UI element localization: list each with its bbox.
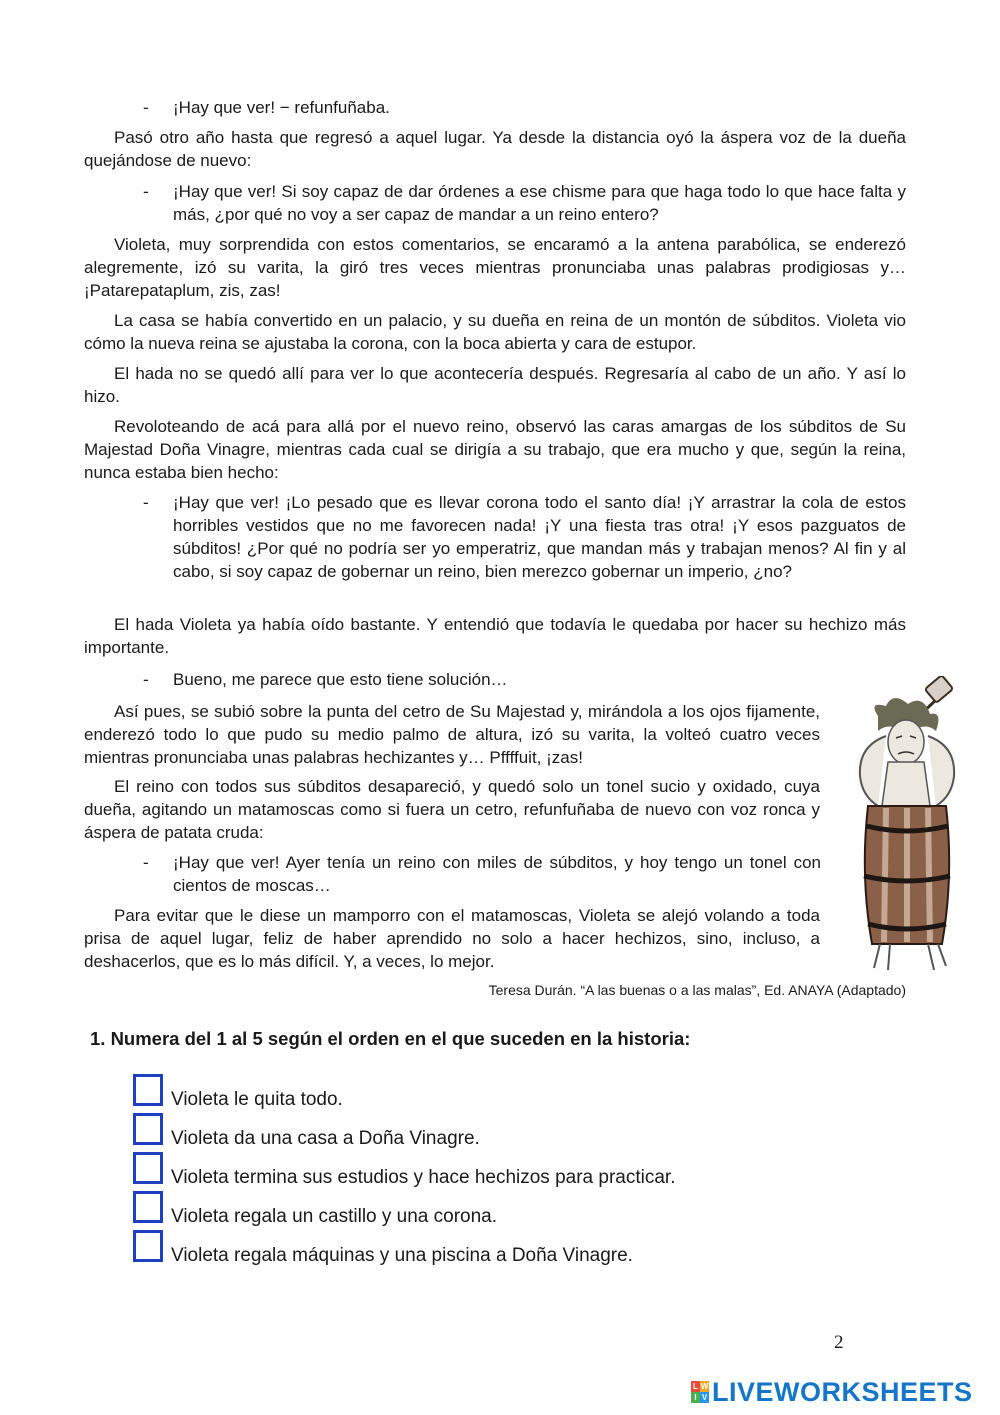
dialogue-line-1: ¡Hay que ver! − refunfuñaba. — [173, 98, 390, 117]
dialogue-dash: - — [143, 670, 149, 689]
source-credit: Teresa Durán. “A las buenas o a las malas”, Ed. ANAYA (Adaptado) — [488, 982, 906, 998]
story-paragraph-8: El reino con todos sus súbditos desapareció, y quedó solo un tonel sucio y oxidado, cuya dueña, agitando un matamoscas como si fuera un cetro, refunfuñaba de nuevo con voz ronca y áspera de patata cruda: — [84, 777, 820, 842]
story-paragraph-3: La casa se había convertido en un palacio, y su dueña en reina de un montón de súbditos. Violeta vio cómo la nueva reina se ajustaba la corona, con la boca abierta y cara de estupor. — [84, 311, 906, 353]
order-number-input[interactable] — [133, 1152, 163, 1184]
order-option-label: Violeta da una casa a Doña Vinagre. — [171, 1128, 480, 1149]
order-option-label: Violeta le quita todo. — [171, 1089, 343, 1110]
order-number-input[interactable] — [133, 1191, 163, 1223]
order-option-label: Violeta termina sus estudios y hace hechizos para practicar. — [171, 1167, 676, 1188]
dialogue-dash: - — [143, 182, 149, 201]
liveworksheets-logo-icon: L W I V — [691, 1381, 709, 1403]
logo-text: LIVEWORKSHEETS — [712, 1376, 973, 1407]
order-number-input[interactable] — [133, 1113, 163, 1145]
dialogue-dash: - — [143, 853, 149, 872]
order-number-input[interactable] — [133, 1074, 163, 1106]
barrel-woman-illustration — [838, 676, 988, 976]
story-paragraph-5: Revoloteando de acá para allá por el nuevo reino, observó las caras amargas de los súbditos de Su Majestad Doña Vinagre, mientras cada cual se dirigía a su trabajo, que era mucho y que, según la reina, nunca estaba bien hecho: — [84, 417, 906, 482]
dialogue-dash: - — [143, 98, 149, 117]
story-paragraph-4: El hada no se quedó allí para ver lo que acontecería después. Regresaría al cabo de un año. Y así lo hizo. — [84, 364, 906, 406]
order-number-input[interactable] — [133, 1230, 163, 1262]
dialogue-line-5: ¡Hay que ver! Ayer tenía un reino con miles de súbditos, y hoy tengo un tonel con cientos de moscas… — [173, 853, 821, 895]
dialogue-line-4: Bueno, me parece que esto tiene solución… — [173, 670, 508, 689]
exercise-title: 1. Numera del 1 al 5 según el orden en el que suceden en la historia: — [90, 1028, 691, 1049]
story-paragraph-7: Así pues, se subió sobre la punta del cetro de Su Majestad y, mirándola a los ojos fijamente, enderezó todo lo que pudo su medio palmo de altura, izó su varita, la volteó cuatro veces mientras pronunciaba unas palabras hechizantes y… Pffffuit, ¡zas! — [84, 702, 820, 767]
story-paragraph-2: Violeta, muy sorprendida con estos comentarios, se encaramó a la antena parabólica, se enderezó alegremente, izó su varita, la giró tres veces mientras pronunciaba unas palabras prodigiosas y… ¡Patarepataplum, zis, zas! — [84, 235, 906, 300]
dialogue-dash: - — [143, 493, 149, 512]
order-option-label: Violeta regala máquinas y una piscina a Doña Vinagre. — [171, 1245, 633, 1266]
dialogue-line-2: ¡Hay que ver! Si soy capaz de dar órdenes a ese chisme para que haga todo lo que hace falta y más, ¿por qué no voy a ser capaz de mandar a un reino entero? — [173, 182, 906, 224]
page-number: 2 — [834, 1332, 844, 1353]
liveworksheets-logo[interactable] — [691, 1378, 973, 1406]
story-paragraph-6: El hada Violeta ya había oído bastante. Y entendió que todavía le quedaba por hacer su hechizo más importante. — [84, 615, 906, 657]
story-paragraph-1: Pasó otro año hasta que regresó a aquel lugar. Ya desde la distancia oyó la áspera voz de la dueña quejándose de nuevo: — [84, 128, 906, 170]
order-option-label: Violeta regala un castillo y una corona. — [171, 1206, 498, 1227]
story-paragraph-9: Para evitar que le diese un mamporro con el matamoscas, Violeta se alejó volando a toda prisa de aquel lugar, feliz de haber aprendido no solo a hacer hechizos, sino, incluso, a deshacerlos, que es lo más difícil. Y, a veces, lo mejor. — [84, 906, 820, 971]
dialogue-line-3: ¡Hay que ver! ¡Lo pesado que es llevar corona todo el santo día! ¡Y arrastrar la cola de estos horribles vestidos que no me favorecen nada! ¡Y una fiesta tras otra! ¡Y esos pazguatos de súbditos! ¿Por qué no podría ser yo emperatriz, que mandan más y trabajan menos? Al fin y al cabo, si soy capaz de gobernar un reino, bien merezco gobernar un imperio, ¿no? — [173, 493, 906, 581]
